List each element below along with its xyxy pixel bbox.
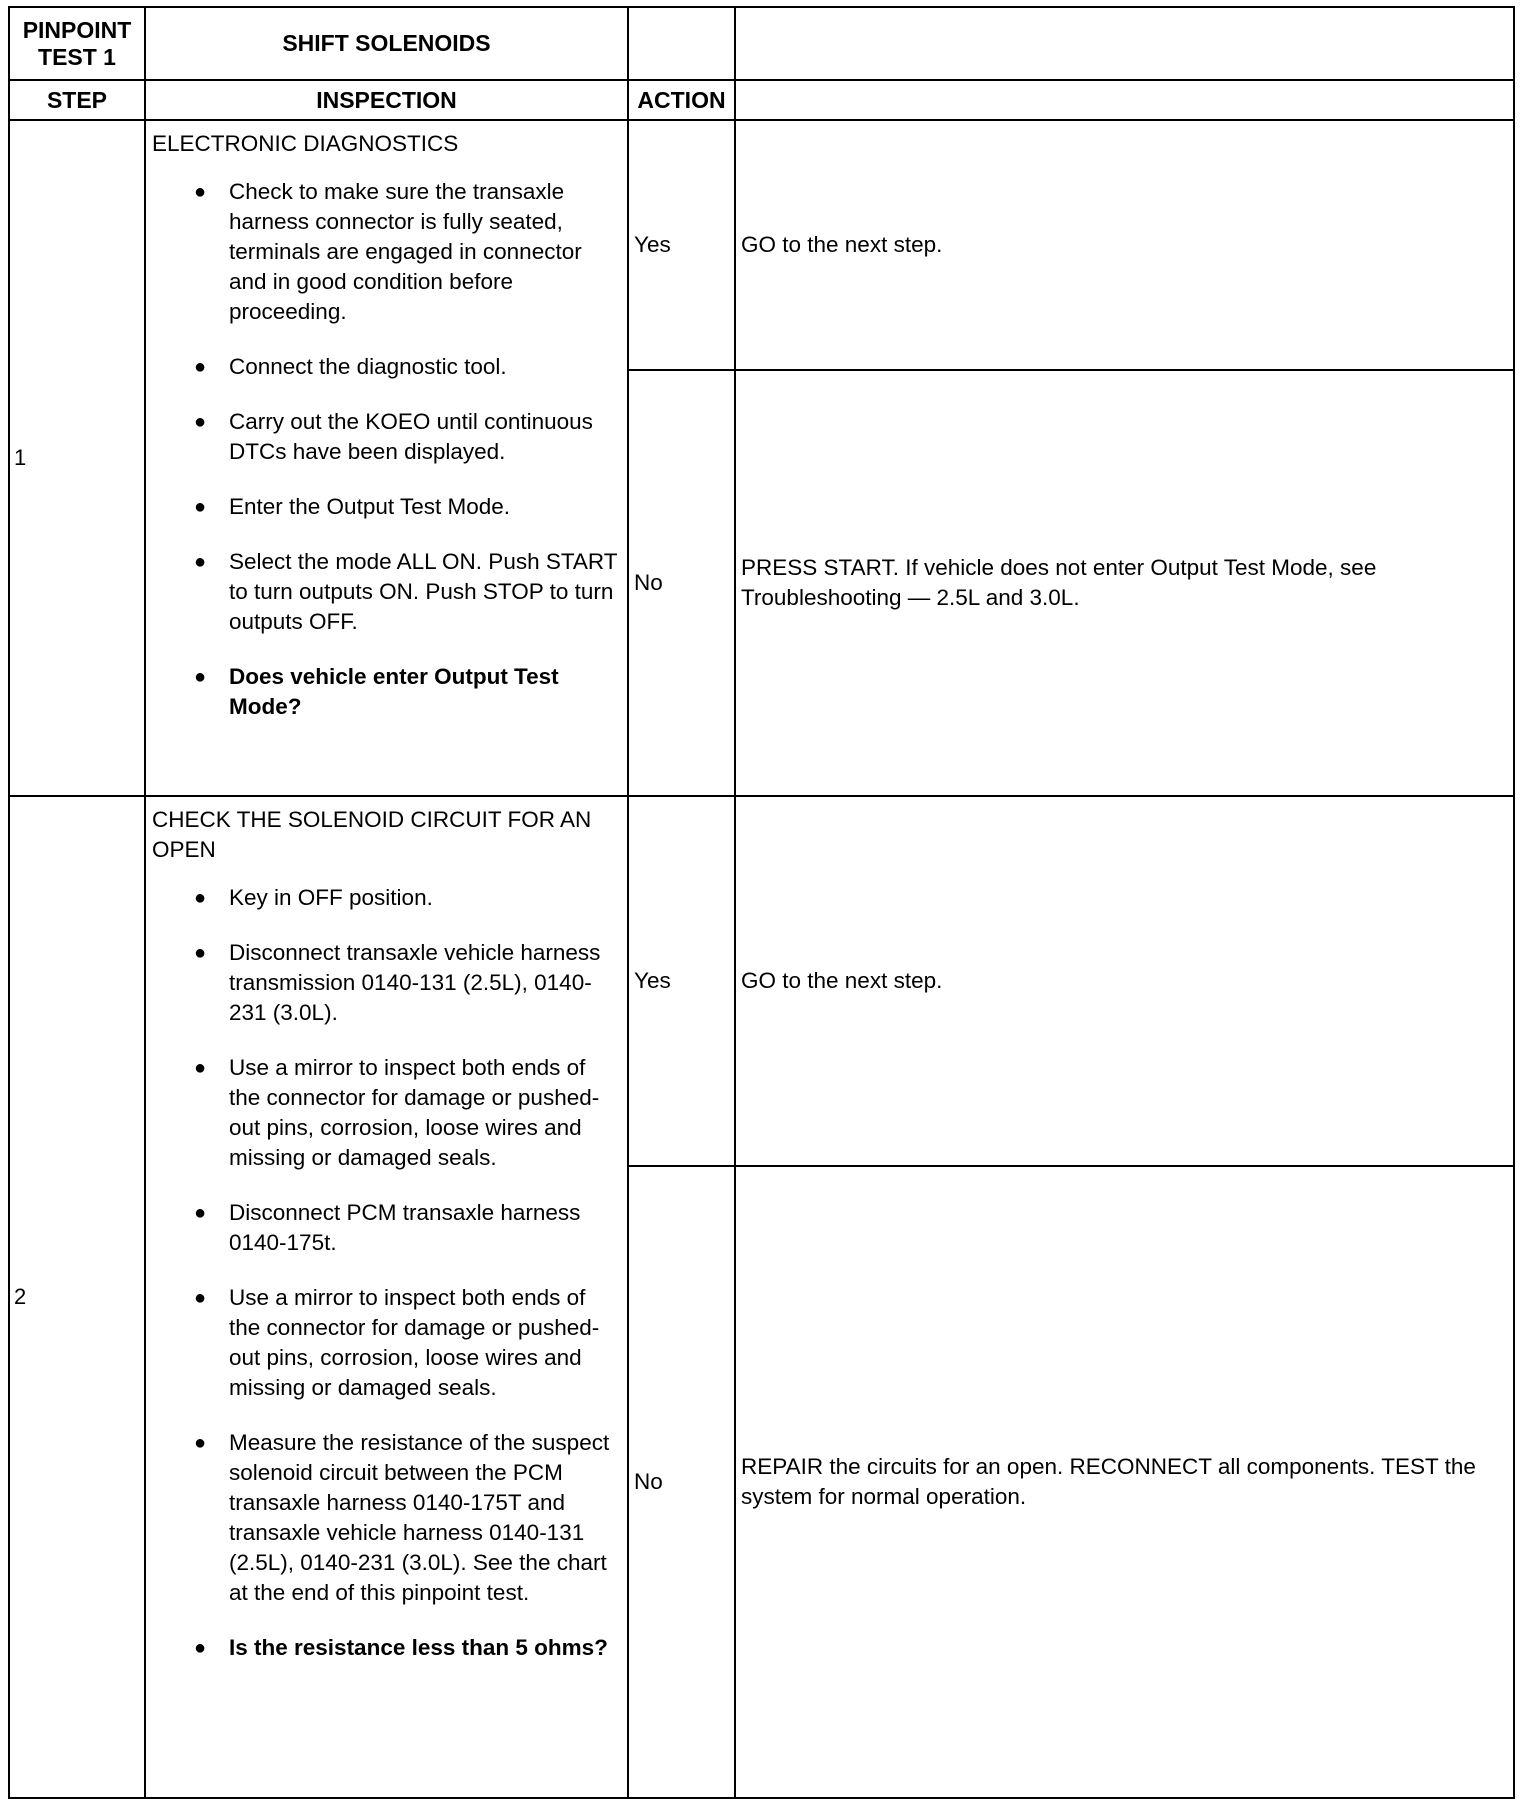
blank-header-cell: [735, 7, 1514, 80]
action-yes: Yes: [628, 120, 735, 370]
action-no: No: [628, 1166, 735, 1798]
inspection-item: ● Disconnect PCM transaxle harness 0140-175t.: [194, 1200, 581, 1255]
action-no: No: [628, 370, 735, 796]
column-header-row: [9, 80, 1514, 120]
inspection-item: ● Check to make sure the transaxle harness connector is fully seated, terminals are engaged in connector and in good condition before proceeding.: [194, 179, 582, 324]
result-yes: GO to the next step.: [735, 120, 1514, 370]
step-number: 2: [9, 796, 145, 1798]
inspection-item: ● Disconnect transaxle vehicle harness transmission 0140-131 (2.5L), 0140-231 (3.0L).: [194, 940, 601, 1025]
result-yes: GO to the next step.: [735, 796, 1514, 1166]
bullet-dot-icon: ●: [194, 1057, 207, 1079]
step-number: 1: [9, 120, 145, 796]
action-yes: Yes: [628, 796, 735, 1166]
inspection-item: ● Enter the Output Test Mode.: [152, 492, 621, 522]
action-column-header: ACTION: [628, 80, 735, 120]
step-title: ELECTRONIC DIAGNOSTICS: [152, 131, 459, 156]
title-row: [9, 7, 1514, 80]
inspection-item: ● Measure the resistance of the suspect solenoid circuit between the PCM transaxle harness 0140-175T and transaxle vehicle harness 0140-131 (2.5L), 0140-231 (3.0L). See the chart at the end of this pinpoint test.: [194, 1430, 610, 1605]
bullet-dot-icon: ●: [194, 411, 207, 433]
bullet-dot-icon: ●: [194, 887, 207, 909]
inspection-item: ● Select the mode ALL ON. Push START to turn outputs ON. Push STOP to turn outputs OFF.: [194, 549, 618, 634]
blank-header-cell: [628, 7, 735, 80]
inspection-item: ● Use a mirror to inspect both ends of the connector for damage or pushed-out pins, corrosion, loose wires and missing or damaged seals.: [194, 1285, 600, 1400]
inspection-list: [152, 883, 621, 1663]
bullet-dot-icon: ●: [194, 1202, 207, 1224]
result-no: REPAIR the circuits for an open. RECONNECT all components. TEST the system for normal operation.: [735, 1166, 1514, 1798]
pinpoint-test-label: PINPOINT TEST 1: [9, 7, 145, 80]
inspection-question: ● Is the resistance less than 5 ohms?: [152, 1633, 621, 1663]
inspection-list: [152, 177, 621, 722]
inspection-item: ● Connect the diagnostic tool.: [152, 352, 621, 382]
bullet-dot-icon: ●: [194, 1637, 207, 1659]
bullet-dot-icon: ●: [194, 496, 207, 518]
bullet-dot-icon: ●: [194, 356, 207, 378]
bullet-dot-icon: ●: [194, 1432, 207, 1454]
blank-header-cell: [735, 80, 1514, 120]
bullet-dot-icon: ●: [194, 181, 207, 203]
step-2-yes-row: [9, 796, 1514, 1166]
step-2-inspection: [145, 796, 628, 1798]
test-title: SHIFT SOLENOIDS: [145, 7, 628, 80]
inspection-column-header: INSPECTION: [145, 80, 628, 120]
inspection-question: ● Does vehicle enter Output Test Mode?: [194, 664, 559, 719]
step-1-inspection: [145, 120, 628, 796]
step-column-header: STEP: [9, 80, 145, 120]
result-no: PRESS START. If vehicle does not enter Output Test Mode, see Troubleshooting — 2.5L and 3.0L.: [735, 370, 1514, 796]
inspection-item: ● Key in OFF position.: [152, 883, 621, 913]
step-1-yes-row: [9, 120, 1514, 370]
inspection-item: ● Use a mirror to inspect both ends of the connector for damage or pushed-out pins, corrosion, loose wires and missing or damaged seals.: [194, 1055, 600, 1170]
bullet-dot-icon: ●: [194, 551, 207, 573]
bullet-dot-icon: ●: [194, 942, 207, 964]
bullet-dot-icon: ●: [194, 1287, 207, 1309]
bullet-dot-icon: ●: [194, 666, 207, 688]
step-title: CHECK THE SOLENOID CIRCUIT FOR AN OPEN: [152, 807, 592, 862]
pinpoint-test-table: [8, 6, 1515, 1799]
inspection-item: ● Carry out the KOEO until continuous DTCs have been displayed.: [194, 409, 593, 464]
